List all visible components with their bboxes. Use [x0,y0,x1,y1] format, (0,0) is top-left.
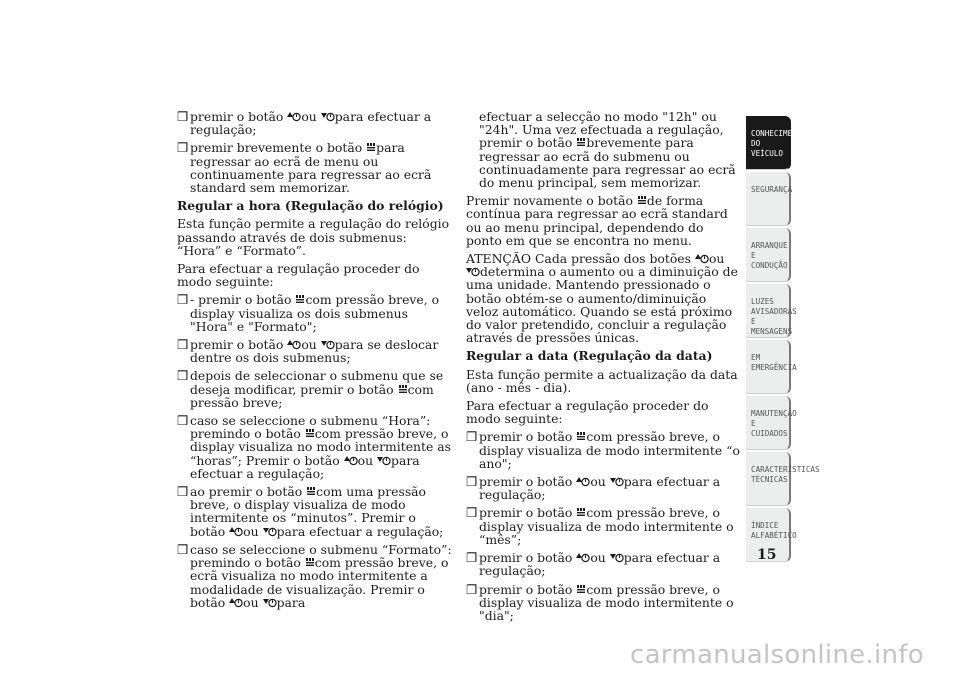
bullet-item: ❒ premir o botão ou para se deslocar dentre os dois submenus; [177,337,439,366]
up-arrow-knob-icon [229,526,243,537]
paragraph: Para efectuar a regulação proceder do modo seguinte: [177,261,420,290]
left-column [177,110,453,614]
tab-luzes[interactable]: LUZES AVISADORAS E MENSAGENS [746,284,791,338]
down-arrow-knob-icon [263,597,277,608]
down-arrow-knob-icon [321,339,335,350]
page-number: 15 [757,547,777,563]
menu-esc-icon [576,431,586,442]
menu-esc-icon [637,195,647,206]
bullet-marker: ❒ [177,140,189,156]
bullet-marker: ❒ [177,541,189,557]
bullet-marker: ❒ [177,337,189,353]
menu-esc-icon [576,137,586,148]
down-arrow-knob-icon [610,552,624,563]
up-arrow-knob-icon [344,455,358,466]
bullet-marker: ❒ [177,368,189,384]
bullet-item: ❒ premir brevemente o botão para regressar ao ecrã de menu ou continuamente para regressar ao ecrã standard sem memorizar. [177,140,432,196]
right-column [466,110,742,627]
bullet-marker: ❒ [466,581,478,597]
attention-paragraph: ATENÇÃO Cada pressão dos botões ou determina o aumento ou a diminuição de uma unidade. Mantendo pressionado o botão obtém-se o aumento/diminuição veloz automático. Quando se está próximo do valor pretendido, concluir a regulação através de pressões únicas. [466,251,738,346]
tab-caracteristicas[interactable]: CARACTERÍSTICAS TÉCNICAS [746,452,791,506]
tab-arranque[interactable]: ARRANQUE E CONDUÇÃO [746,228,791,282]
bullet-item: ❒ premir o botão ou para efectuar a regulação; [177,109,432,138]
tab-indice[interactable]: ÍNDICE ALFABÉTICO [746,508,791,562]
down-arrow-knob-icon [610,476,624,487]
down-arrow-knob-icon [263,526,277,537]
down-arrow-knob-icon [377,455,391,466]
section-heading: Regular a hora (Regulação do relógio) [177,198,444,214]
bullet-marker: ❒ [177,484,189,500]
bullet-marker: ❒ [466,550,478,566]
up-arrow-knob-icon [695,253,709,264]
tab-seguranca[interactable]: SEGURANÇA [746,172,791,226]
menu-esc-icon [366,142,376,153]
up-arrow-knob-icon [576,476,590,487]
up-arrow-knob-icon [229,597,243,608]
bullet-marker: ❒ [466,505,478,521]
bullet-item: ❒ premir o botão com pressão breve, o display visualiza de modo intermitente o "dia"; [466,581,734,623]
bullet-marker: ❒ [466,474,478,490]
bullet-item: ❒ premir o botão ou para efectuar a regulação; [466,550,721,579]
bullet-item: ❒ premir o botão com pressão breve, o display visualiza de modo intermitente o “mês”; [466,505,734,547]
bullet-item: ❒ ao premir o botão com uma pressão breve, o display visualiza de modo intermitente os “minutos”. Premir o botão ou para efectuar a regulação; [177,484,444,539]
bullet-item: ❒ caso se seleccione o submenu “Hora”: premindo o botão com pressão breve, o display visualiza no modo intermitente as “horas”; Premir o botão ou para efectuar a regulação; [177,413,452,481]
tab-emergencia[interactable]: EM EMERGÊNCIA [746,340,791,394]
bullet-marker: ❒ [466,429,478,445]
up-arrow-knob-icon [576,552,590,563]
up-arrow-knob-icon [287,339,301,350]
menu-esc-icon [576,584,586,595]
up-arrow-knob-icon [287,111,301,122]
bullet-marker: ❒ [177,292,189,308]
menu-esc-icon [305,557,315,568]
bullet-item: ❒ depois de seleccionar o submenu que se deseja modificar, premir o botão com pressão breve; [177,368,444,410]
paragraph: Para efectuar a regulação proceder do modo seguinte: [466,398,709,427]
watermark-text: carmanualsonline.info [629,640,924,670]
menu-esc-icon [295,294,305,305]
paragraph: Esta função permite a regulação do relógio passando através de dois submenus: “Hora” e “Formato”. [177,216,450,258]
menu-esc-icon [398,384,408,395]
paragraph: Premir novamente o botão de forma contínua para regressar ao ecrã standard ou ao menu principal, dependendo do ponto em que se encontra no menu. [466,193,728,248]
section-heading: Regular a data (Regulação da data) [466,348,713,364]
menu-esc-icon [305,428,315,439]
down-arrow-knob-icon [466,266,480,277]
bullet-item: ❒ - premir o botão com pressão breve, o display visualiza os dois submenus "Hora" e "Formato"; [177,292,440,334]
bullet-marker: ❒ [177,109,189,124]
bullet-item: ❒ premir o botão com pressão breve, o display visualiza de modo intermitente “o ano"; [466,429,740,471]
down-arrow-knob-icon [321,111,335,122]
bullet-continuation: efectuar a selecção no modo "12h" ou "24h". Uma vez efectuada a regulação, premir o botão brevemente para regressar ao ecrã do submenu ou continuadamente para regressar ao ecrã do menu principal, sem memorizar. [479,109,736,191]
menu-esc-icon [576,507,586,518]
paragraph: Esta função permite a actualização da data (ano - mês - dia). [466,366,738,395]
bullet-item: ❒ caso se seleccione o submenu “Formato”: premindo o botão com pressão breve, o ecrã visualiza no modo intermitente a modalidade de visualização. Premir o botão ou para [177,541,452,610]
tab-conhecimento[interactable]: CONHECIMENTO DO VEÍCULO [746,116,791,170]
tab-manutencao[interactable]: MANUTENÇÃO E CUIDADOS [746,396,791,450]
bullet-marker: ❒ [177,413,189,429]
section-tabs [746,116,820,564]
bullet-item: ❒ premir o botão ou para efectuar a regulação; [466,474,721,503]
menu-esc-icon [306,486,316,497]
